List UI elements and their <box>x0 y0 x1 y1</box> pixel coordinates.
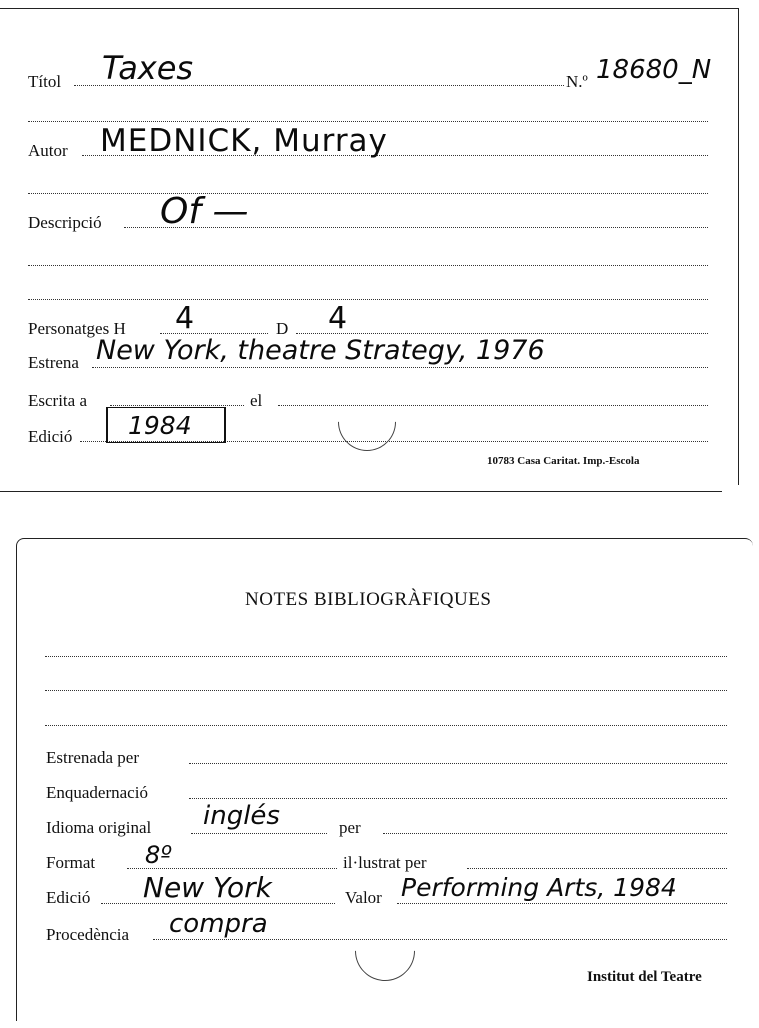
procedencia-value: compra <box>169 909 268 939</box>
estrenada-line <box>189 763 727 764</box>
catalog-card-top <box>0 8 739 485</box>
autor-value: MEDNICK, Murray <box>100 123 388 159</box>
ruled-line <box>28 265 708 266</box>
illustrat-line <box>467 868 727 869</box>
estrenada-label: Estrenada per <box>46 748 139 767</box>
idioma-value: inglés <box>203 801 280 831</box>
num-label: N.º <box>566 72 588 91</box>
escrita-label: Escrita a <box>28 391 87 410</box>
el-label: el <box>250 391 263 410</box>
per-line <box>383 833 727 834</box>
edicio-value: New York <box>143 871 272 904</box>
autor-label: Autor <box>28 141 68 160</box>
estrena-value: New York, theatre Strategy, 1976 <box>96 335 545 366</box>
ruled-line <box>45 725 727 726</box>
per-label: per <box>339 818 361 837</box>
num-value: 18680_N <box>596 55 712 85</box>
ruled-line <box>28 121 708 122</box>
edicio-value: 1984 <box>128 411 192 440</box>
idioma-label: Idioma original <box>46 818 152 837</box>
personatges-h-value: 4 <box>175 301 195 336</box>
personatges-d-value: 4 <box>328 301 348 336</box>
printer-imprint: 10783 Casa Caritat. Imp.-Escola <box>487 455 640 467</box>
format-value: 8º <box>145 841 172 869</box>
idioma-line <box>191 833 327 834</box>
format-label: Format <box>46 853 96 872</box>
institution-footer: Institut del Teatre <box>587 969 702 985</box>
valor-label: Valor <box>345 888 382 907</box>
ruled-line <box>28 299 708 300</box>
enquadernacio-line <box>189 798 727 799</box>
escrita-line <box>110 405 244 406</box>
personatges-d-line <box>296 333 708 334</box>
catalog-card-bottom <box>16 538 753 1021</box>
enquadernacio-label: Enquadernació <box>46 783 148 802</box>
descripcio-label: Descripció <box>28 213 102 232</box>
notes-heading: NOTES BIBLIOGRÀFIQUES <box>245 589 492 610</box>
titol-value: Taxes <box>102 49 194 87</box>
edicio-label: Edició <box>46 888 91 907</box>
valor-line <box>397 903 727 904</box>
personatges-label: Personatges H <box>28 319 126 338</box>
descripcio-value: Of — <box>160 191 249 232</box>
punch-hole <box>343 909 428 994</box>
ruled-line <box>45 690 727 691</box>
titol-label: Títol <box>28 72 62 91</box>
procedencia-line <box>153 939 727 940</box>
personatges-d-label: D <box>276 319 289 338</box>
procedencia-label: Procedència <box>46 925 130 944</box>
valor-value: Performing Arts, 1984 <box>401 873 677 902</box>
illustrat-label: il·lustrat per <box>343 853 427 872</box>
card-edge <box>0 491 722 492</box>
estrena-label: Estrena <box>28 353 79 372</box>
ruled-line <box>28 193 708 194</box>
edicio-label: Edició <box>28 427 73 446</box>
estrena-line <box>92 367 708 368</box>
punch-hole <box>326 381 408 463</box>
ruled-line <box>45 656 727 657</box>
